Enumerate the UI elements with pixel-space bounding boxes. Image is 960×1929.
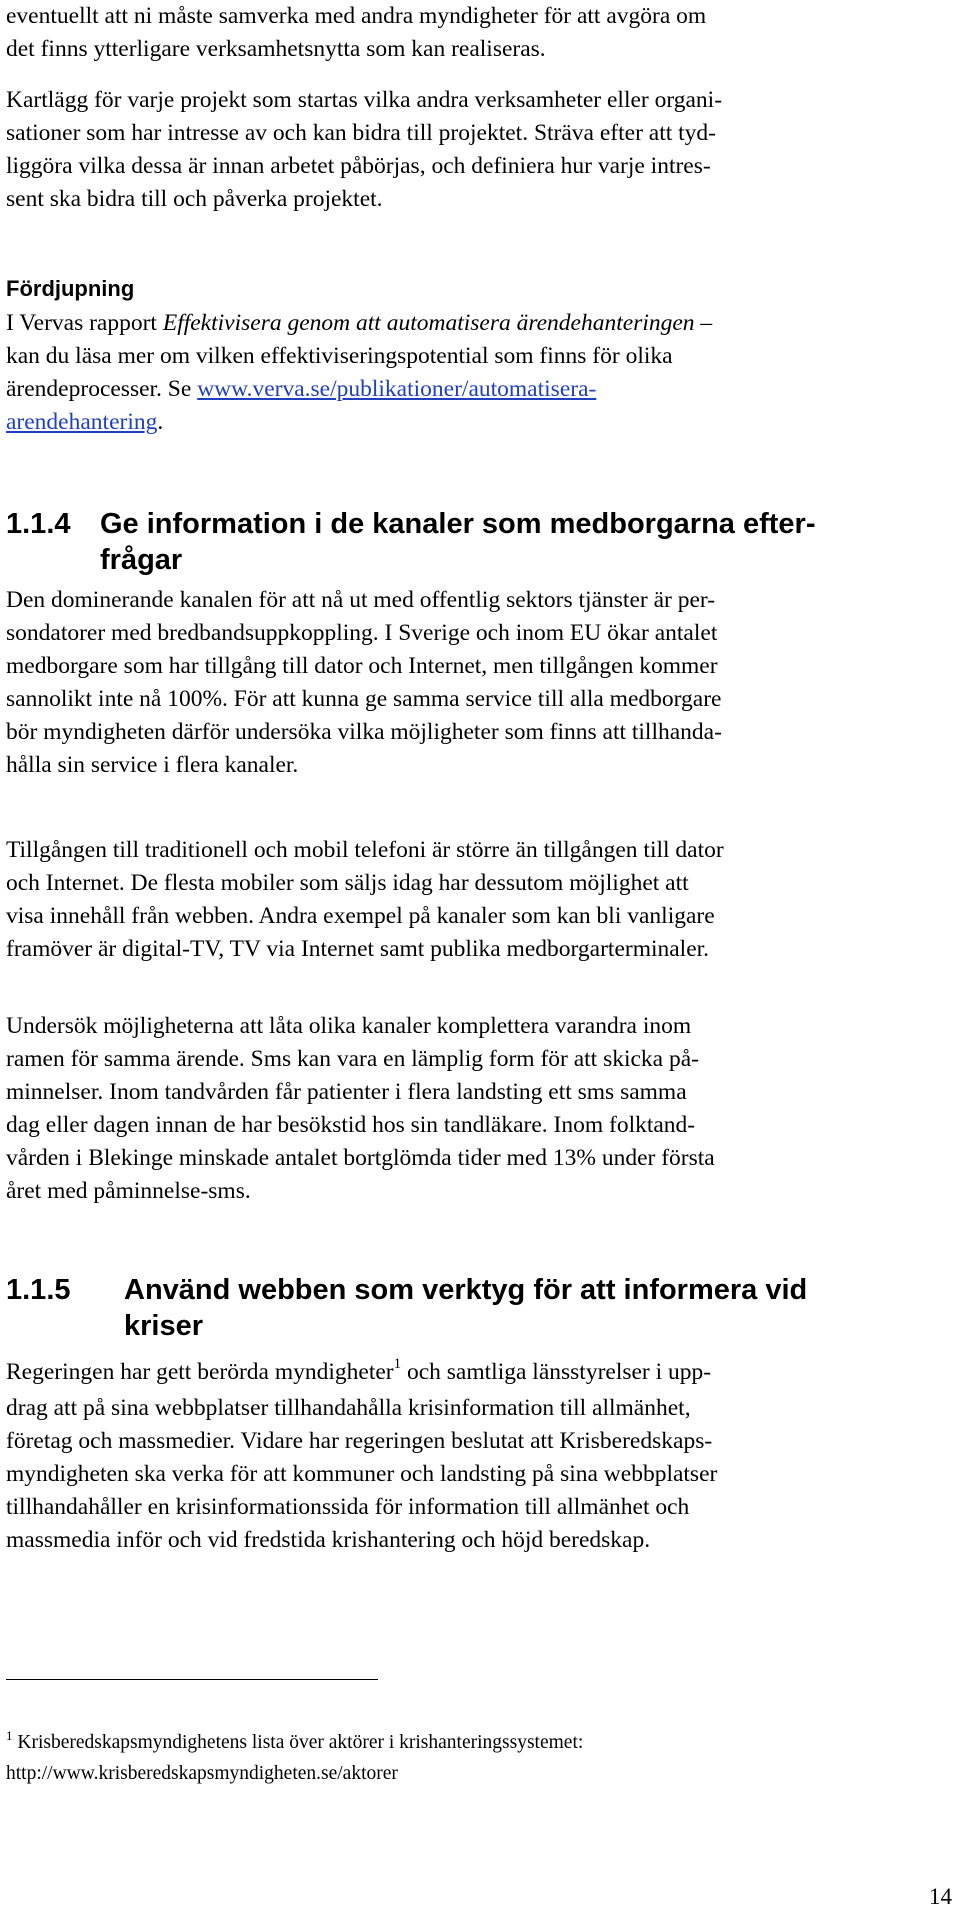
footnote-reference[interactable]: 1 — [393, 1356, 402, 1372]
text-line: minnelser. Inom tandvården får patienter i flera landsting ett sms samma — [6, 1079, 687, 1105]
text-line: ramen för samma ärende. Sms kan vara en lämplig form för att skicka på- — [6, 1046, 699, 1072]
text-run: och samtliga länsstyrelser i upp- — [401, 1359, 712, 1385]
text-line — [6, 1356, 951, 1392]
text-line: bör myndigheten därför undersöka vilka möjligheter som finns att tillhanda- — [6, 719, 722, 745]
section-115-title — [124, 1272, 807, 1344]
text-run: ärendeprocesser. Se — [6, 376, 198, 402]
section-115-paragraph — [6, 1356, 951, 1557]
text-line: medborgare som har tillgång till dator och Internet, men tillgången kommer — [6, 653, 718, 679]
footnote — [6, 1728, 951, 1789]
text-line: Undersök möjligheterna att låta olika kanaler komplettera varandra inom — [6, 1013, 692, 1039]
verva-link-continued[interactable]: arendehantering — [6, 409, 158, 435]
text-run: I Vervas rapport — [6, 310, 163, 336]
text-line: Tillgången till traditionell och mobil telefoni är större än tillgången till dator — [6, 837, 724, 863]
text-line: vården i Blekinge minskade antalet bortglömda tider med 13% under första — [6, 1145, 715, 1171]
footnote-separator — [6, 1679, 378, 1680]
text-line — [6, 373, 951, 406]
text-line: sannolikt inte nå 100%. För att kunna ge samma service till alla medborgare — [6, 686, 722, 712]
section-115-number: 1.1.5 — [6, 1274, 71, 1306]
text-run: . — [157, 409, 164, 435]
section-114-paragraph-2 — [6, 834, 951, 966]
text-line: det finns ytterligare verksamhetsnytta som kan realiseras. — [6, 36, 546, 62]
heading-line: Använd webben som verktyg för att informera vid — [124, 1274, 808, 1306]
report-title: Effektivisera genom att automatisera ärendehanteringen — [162, 310, 695, 336]
text-run: Regeringen har gett berörda myndigheter — [6, 1359, 394, 1385]
text-line: sondatorer med bredbandsuppkoppling. I Sverige och inom EU ökar antalet — [6, 620, 718, 646]
text-line: drag att på sina webbplatser tillhandahålla krisinformation till allmänhet, — [6, 1395, 691, 1421]
text-line: framöver är digital-TV, TV via Internet samt publika medborgarterminaler. — [6, 936, 710, 962]
footnote-url: http://www.krisberedskapsmyndigheten.se/aktorer — [6, 1763, 398, 1784]
text-line: eventuellt att ni måste samverka med andra myndigheter för att avgöra om — [6, 3, 707, 29]
verva-link[interactable]: www.verva.se/publikationer/automatisera- — [197, 376, 597, 402]
text-line: liggöra vilka dessa är innan arbetet påbörjas, och definiera hur varje intres- — [6, 153, 711, 179]
text-line: dag eller dagen innan de har besökstid hos sin tandläkare. Inom folktand- — [6, 1112, 696, 1138]
heading-line: kriser — [124, 1310, 204, 1342]
text-line: Den dominerande kanalen för att nå ut med offentlig sektors tjänster är per- — [6, 587, 716, 613]
section-114-paragraph-1 — [6, 584, 951, 782]
footnote-marker: 1 — [6, 1728, 13, 1743]
section-114-number: 1.1.4 — [6, 508, 71, 540]
text-line: sent ska bidra till och påverka projektet. — [6, 186, 383, 212]
text-line: hålla sin service i flera kanaler. — [6, 752, 299, 778]
page-number: 14 — [929, 1884, 952, 1909]
heading-line: Ge information i de kanaler som medborgarna efter- — [100, 508, 816, 540]
text-line: tillhandahåller en krisinformationssida för information till allmänhet och — [6, 1494, 690, 1520]
text-line: och Internet. De flesta mobiler som säljs idag har dessutom möjlighet att — [6, 870, 689, 896]
text-line: myndigheten ska verka för att kommuner och landsting på sina webbplatser — [6, 1461, 718, 1487]
intro-paragraph — [6, 0, 951, 66]
text-line: året med påminnelse-sms. — [6, 1178, 251, 1204]
text-line: företag och massmedier. Vidare har regeringen beslutat att Krisberedskaps- — [6, 1428, 713, 1454]
fordjupning-block — [6, 272, 951, 439]
text-run: – — [694, 310, 713, 336]
kartlagg-paragraph — [6, 84, 951, 216]
footnote-text: Krisberedskapsmyndighetens lista över aktörer i krishanteringssystemet: — [12, 1732, 584, 1753]
heading-line: frågar — [100, 544, 183, 576]
text-line: kan du läsa mer om vilken effektiviseringspotential som finns för olika — [6, 343, 673, 369]
section-114-title — [100, 506, 816, 578]
footnote-line — [6, 1728, 951, 1759]
text-line: Kartlägg för varje projekt som startas vilka andra verksamheter eller organi- — [6, 87, 723, 113]
text-line — [6, 307, 951, 340]
text-line — [6, 406, 951, 439]
text-line: visa innehåll från webben. Andra exempel på kanaler som kan bli vanligare — [6, 903, 715, 929]
text-line: sationer som har intresse av och kan bidra till projektet. Sträva efter att tyd- — [6, 120, 716, 146]
section-114-paragraph-3 — [6, 1010, 951, 1208]
text-line: massmedia inför och vid fredstida krishantering och höjd beredskap. — [6, 1527, 651, 1553]
fordjupning-heading: Fördjupning — [6, 276, 135, 301]
